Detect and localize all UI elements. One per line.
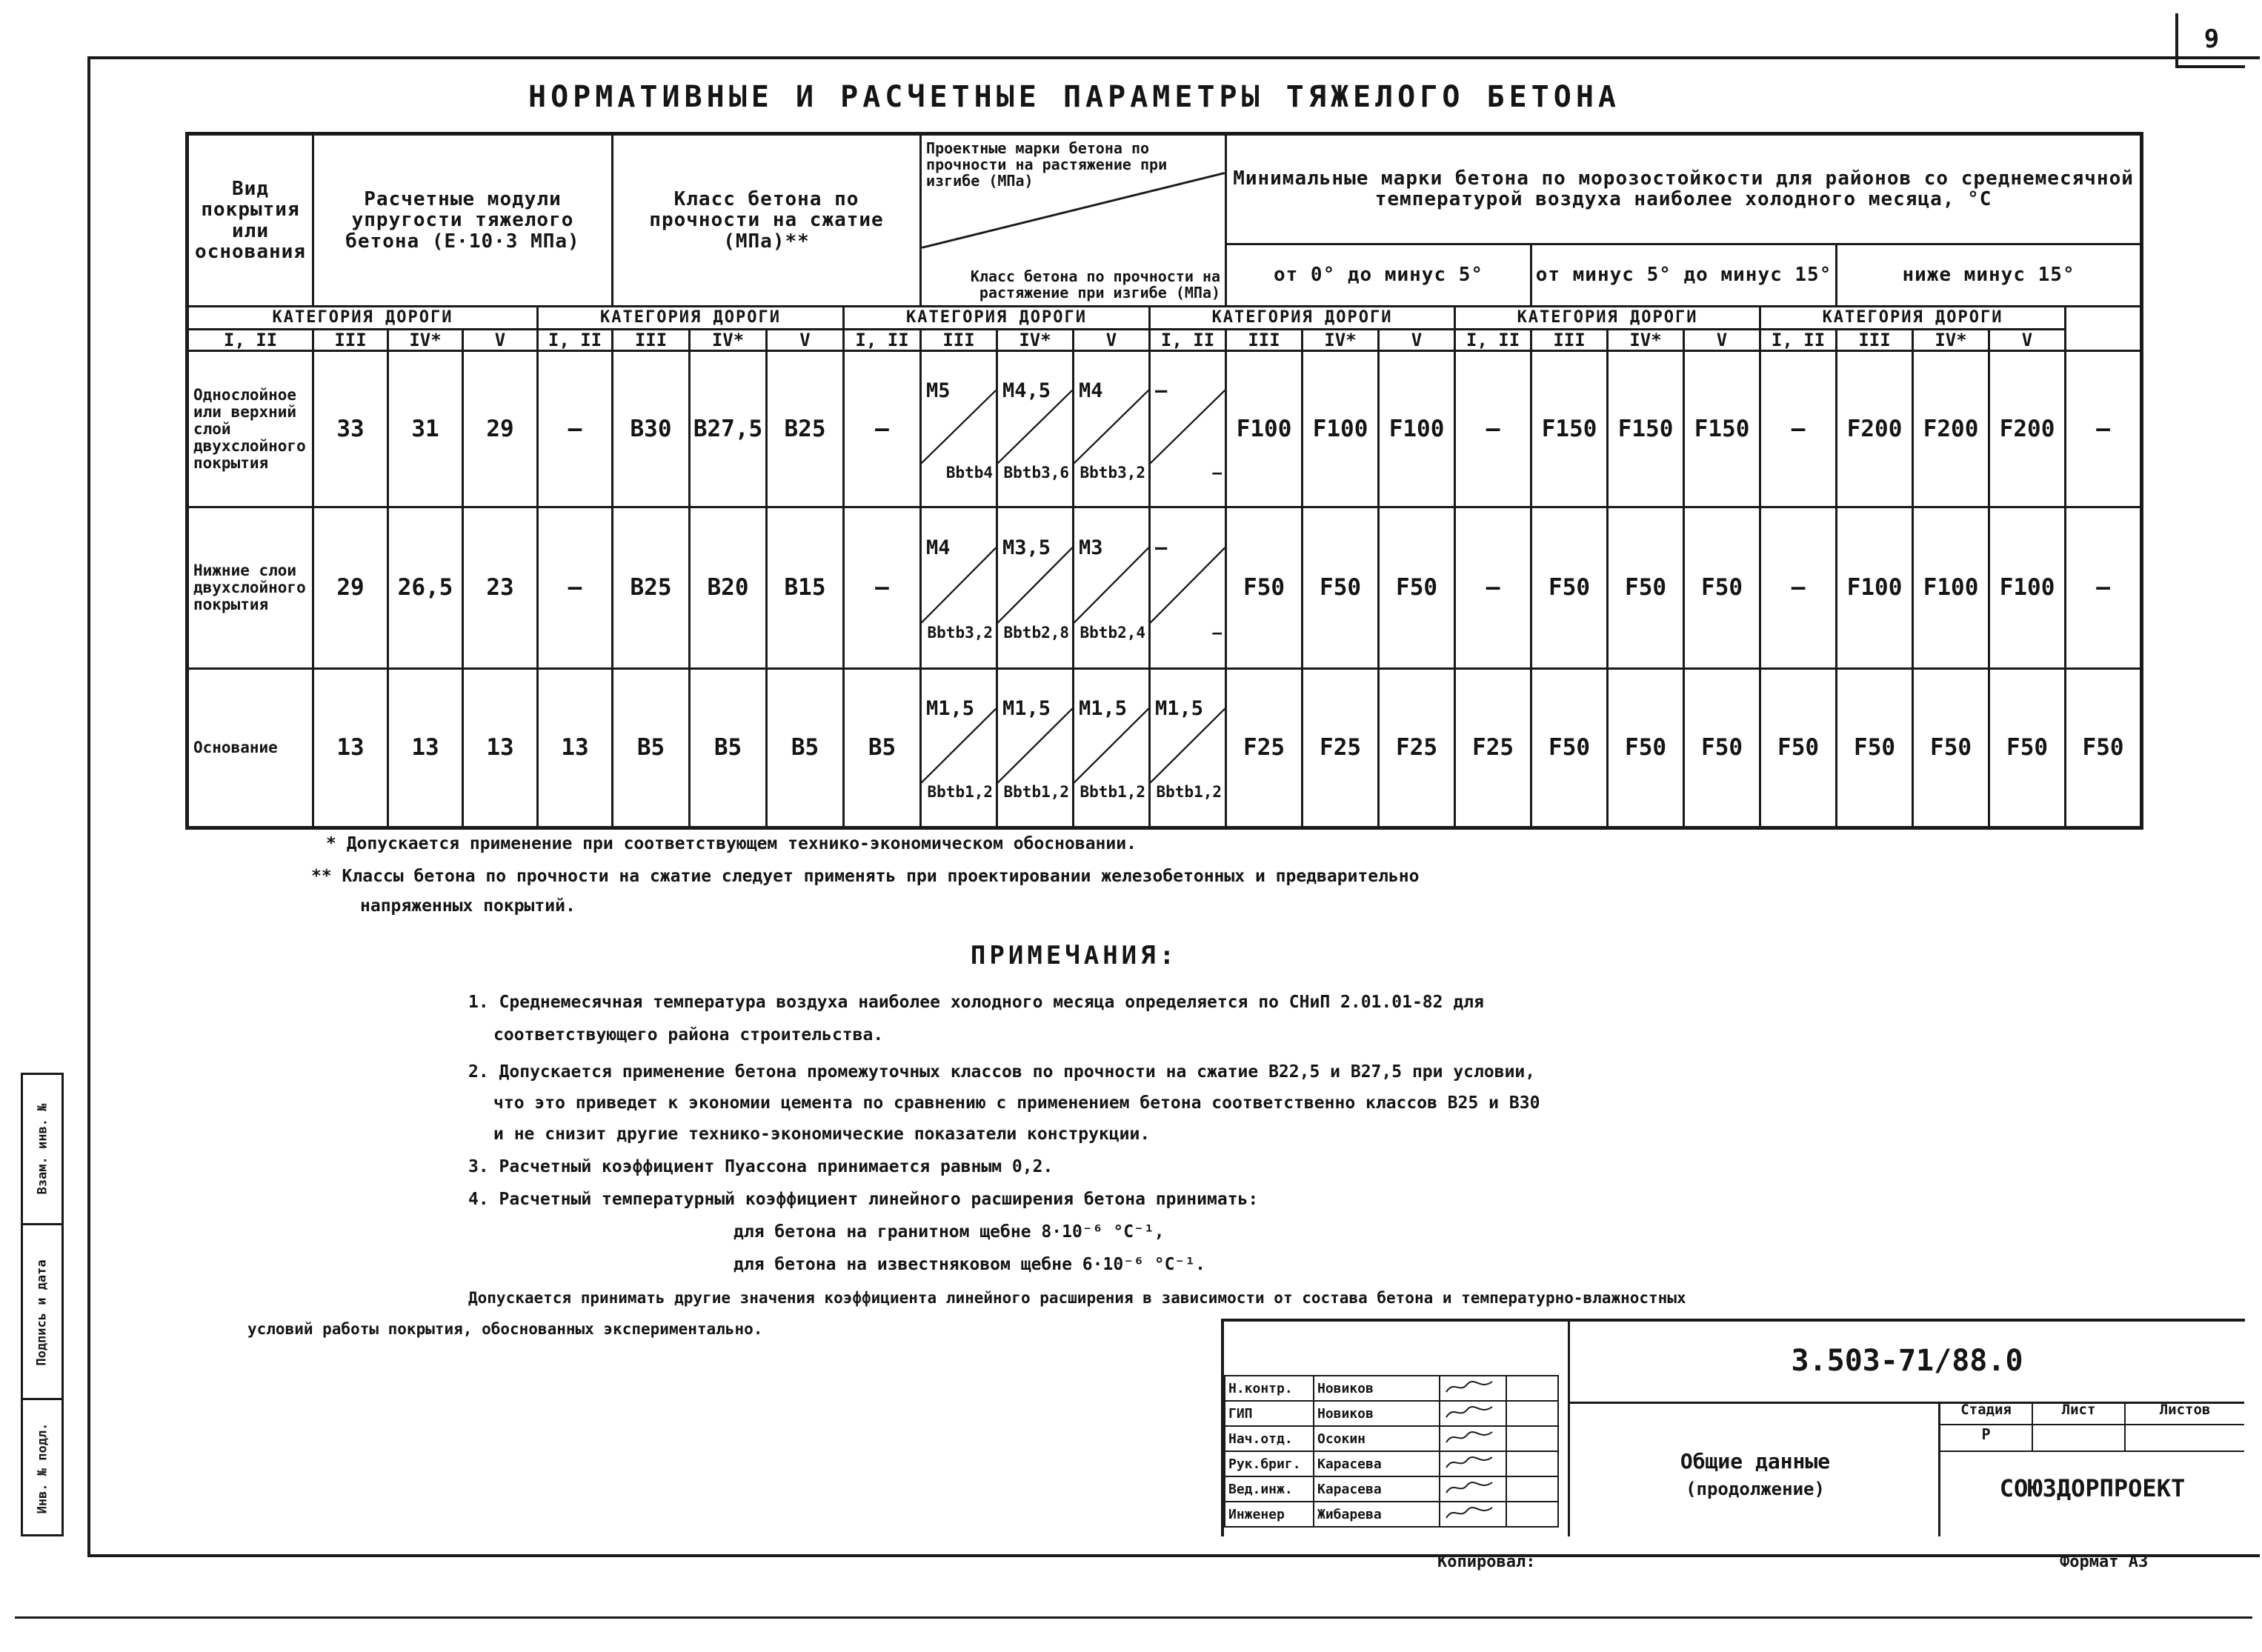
f2-cell: F150 <box>1608 351 1684 507</box>
strength-mark: М1,5 <box>1155 696 1204 720</box>
class-cell: В5 <box>767 668 844 827</box>
marks-cell <box>921 351 997 507</box>
f3-cell: F200 <box>1989 351 2066 507</box>
f3-cell: F100 <box>1913 507 1989 668</box>
f2-cell: F50 <box>1531 507 1608 668</box>
class-cell: — <box>844 507 921 668</box>
stamp-org: СОЮЗДОРПРОЕКТ <box>1999 1474 2186 1502</box>
header-frost: Минимальные марки бетона по морозостойкости для районов со среднемесячной температурой воздуха наиболее холодного месяца, °С <box>1226 134 2142 244</box>
signature-name: Осокин <box>1314 1426 1440 1451</box>
signature-role: ГИП <box>1225 1401 1314 1426</box>
marks-diagonal-line <box>922 508 996 667</box>
f3-cell: F100 <box>1837 507 1913 668</box>
category-number: I, II <box>1150 329 1226 351</box>
modulus-cell: — <box>538 351 613 507</box>
category-number: III <box>1531 329 1608 351</box>
note-1: 1. Среднемесячная температура воздуха наиболее холодного месяца определяется по СНиП 2.01.01-82 для <box>468 993 1484 1012</box>
signature-mark <box>1440 1476 1506 1502</box>
marks-cell <box>997 668 1074 827</box>
category-header: КАТЕГОРИЯ ДОРОГИ <box>844 307 1150 329</box>
header-class: Класс бетона по прочности на сжатие (МПа)** <box>613 134 921 307</box>
strength-class: Вbtb4 <box>945 463 994 482</box>
f1-cell: — <box>1455 351 1531 507</box>
f3-cell: — <box>2066 507 2142 668</box>
f3-cell: F200 <box>1913 351 1989 507</box>
side-strip <box>21 1073 64 1536</box>
note-5: Допускается принимать другие значения коэффициента линейного расширения в зависимости от состава бетона и температурно-влажностных <box>468 1289 1686 1307</box>
modulus-cell: 29 <box>463 351 538 507</box>
strength-class: Вbtb1,2 <box>1080 783 1146 802</box>
note-4-limestone: для бетона на известняковом щебне 6·10⁻⁶ °С⁻¹. <box>734 1255 1205 1274</box>
signature-name: Новиков <box>1314 1401 1440 1426</box>
header-modulus: Расчетные модули упругости тяжелого бетона (Е·10·3 МПа) <box>313 134 613 307</box>
marks-diagonal-line <box>998 670 1072 826</box>
header-marks-top: Проектные марки бетона по прочности на растяжение при изгибе (МПа) <box>926 139 1168 190</box>
modulus-cell: 23 <box>463 507 538 668</box>
concrete-parameters-table <box>185 132 2143 830</box>
marks-cell <box>997 351 1074 507</box>
f2-cell: F50 <box>1684 507 1760 668</box>
f1-cell: F25 <box>1226 668 1303 827</box>
category-number: IV* <box>1913 329 1989 351</box>
marks-diagonal-line <box>1074 670 1148 826</box>
copied-label: Копировал: <box>1437 1553 1536 1571</box>
f1-cell: — <box>1455 507 1531 668</box>
strength-class: Вbtb1,2 <box>1003 783 1070 802</box>
marks-diagonal-line <box>1151 352 1225 506</box>
class-cell: В25 <box>613 507 690 668</box>
class-cell: В5 <box>690 668 767 827</box>
category-number: III <box>613 329 690 351</box>
note-2-cont: что это приведет к экономии цемента по сравнению с применением бетона соответственно классов В25 и В30 <box>493 1093 1540 1113</box>
header-marks-bottom: Класс бетона по прочности на растяжение при изгибе (МПа) <box>970 267 1221 302</box>
strength-mark: — <box>1155 536 1168 559</box>
strength-mark: М1,5 <box>926 696 975 720</box>
category-number: V <box>1379 329 1455 351</box>
f2-cell: — <box>1760 507 1837 668</box>
f3-cell: F100 <box>1989 507 2066 668</box>
note-3: 3. Расчетный коэффициент Пуассона принимается равным 0,2. <box>468 1157 1054 1176</box>
footnote-2-cont: напряженных покрытий. <box>360 896 576 916</box>
signature-role: Н.контр. <box>1225 1376 1314 1401</box>
signature-row <box>1225 1426 1558 1451</box>
category-number: III <box>313 329 388 351</box>
marks-diagonal-line <box>1074 508 1148 667</box>
class-cell: В5 <box>613 668 690 827</box>
strength-class: Вbtb3,2 <box>927 624 994 642</box>
bottom-rule <box>15 1616 2252 1619</box>
category-number: IV* <box>1303 329 1379 351</box>
strength-class: Вbtb3,2 <box>1080 463 1146 482</box>
f1-cell: F50 <box>1379 507 1455 668</box>
stamp-doc-title-1: Общие данные <box>1680 1449 1831 1473</box>
note-2: 2. Допускается применение бетона промежуточных классов по прочности на сжатие В22,5 и В27,5 при условии, <box>468 1062 1536 1082</box>
category-number: IV* <box>1608 329 1684 351</box>
modulus-cell: 33 <box>313 351 388 507</box>
f2-cell: F50 <box>1608 507 1684 668</box>
f3-cell: — <box>2066 351 2142 507</box>
category-number: V <box>463 329 538 351</box>
signature-row <box>1225 1376 1558 1401</box>
f2-cell: — <box>1760 351 1837 507</box>
category-number: V <box>767 329 844 351</box>
row-label: Однослойное или верхний слой двухслойного покрытия <box>187 351 313 507</box>
strength-mark: М4,5 <box>1002 379 1051 402</box>
signature-name: Новиков <box>1314 1376 1440 1401</box>
category-header: КАТЕГОРИЯ ДОРОГИ <box>1150 307 1455 329</box>
notes-title: ПРИМЕЧАНИЯ: <box>970 941 1179 970</box>
strength-mark: М3 <box>1079 536 1103 559</box>
category-number: IV* <box>388 329 463 351</box>
stamp-stage: Р <box>1940 1425 2033 1451</box>
f1-cell: F25 <box>1379 668 1455 827</box>
side-cell-sign <box>23 1223 61 1400</box>
f2-cell: F150 <box>1531 351 1608 507</box>
note-2-cont2: и не снизит другие технико-экономические показатели конструкции. <box>493 1125 1151 1144</box>
header-marks <box>921 134 1226 307</box>
modulus-cell: 13 <box>538 668 613 827</box>
title-block <box>1221 1319 2245 1536</box>
row-label: Основание <box>187 668 313 827</box>
marks-cell <box>921 507 997 668</box>
strength-class: — <box>1212 624 1223 642</box>
f3-cell: F50 <box>1837 668 1913 827</box>
marks-cell <box>1150 668 1226 827</box>
side-label-sign: Подпись и дата <box>35 1259 50 1366</box>
f3-cell: F50 <box>1989 668 2066 827</box>
note-4-granite: для бетона на гранитном щебне 8·10⁻⁶ °С⁻¹, <box>734 1222 1165 1242</box>
category-number: V <box>1684 329 1760 351</box>
signature-role: Рук.бриг. <box>1225 1451 1314 1476</box>
category-number: I, II <box>1760 329 1837 351</box>
marks-cell <box>1074 351 1150 507</box>
signature-mark <box>1440 1376 1506 1401</box>
f2-cell: F150 <box>1684 351 1760 507</box>
strength-class: Вbtb2,4 <box>1080 624 1146 642</box>
category-number: V <box>1074 329 1150 351</box>
strength-mark: — <box>1155 379 1168 402</box>
f1-cell: F100 <box>1379 351 1455 507</box>
marks-cell <box>1074 507 1150 668</box>
stamp-right <box>1938 1402 2244 1536</box>
marks-cell <box>1150 351 1226 507</box>
marks-diagonal-line <box>1151 670 1225 826</box>
marks-diagonal-line <box>1074 352 1148 506</box>
strength-class: Вbtb3,6 <box>1003 463 1070 482</box>
row-label: Нижние слои двухслойного покрытия <box>187 507 313 668</box>
stamp-doc-title-2: (продолжение) <box>1686 1479 1825 1499</box>
header-type: Вид покрытия или основания <box>187 134 313 307</box>
modulus-cell: — <box>538 507 613 668</box>
stamp-code: 3.503-71/88.0 <box>1791 1344 2023 1378</box>
class-cell: В30 <box>613 351 690 507</box>
f1-cell: F25 <box>1455 668 1531 827</box>
modulus-cell: 13 <box>388 668 463 827</box>
marks-diagonal-line <box>998 508 1072 667</box>
footnote-2: ** Классы бетона по прочности на сжатие следует применять при проектировании железобетонных и предварительно <box>311 867 1420 886</box>
category-number: I, II <box>1455 329 1531 351</box>
category-number: III <box>1226 329 1303 351</box>
f1-cell: F50 <box>1226 507 1303 668</box>
side-label-orig: Инв. № подл. <box>35 1422 50 1514</box>
class-cell: — <box>844 351 921 507</box>
strength-class: Вbtb1,2 <box>1156 783 1223 802</box>
strength-mark: М4 <box>926 536 951 559</box>
category-number: I, II <box>538 329 613 351</box>
note-5-cont: условий работы покрытия, обоснованных экспериментально. <box>247 1320 763 1338</box>
category-number: I, II <box>187 329 313 351</box>
footnote-1: * Допускается применение при соответствующем технико-экономическом обосновании. <box>326 834 1137 853</box>
strength-mark: М4 <box>1079 379 1103 402</box>
header-frost-2: от минус 5° до минус 15° <box>1531 244 1837 307</box>
signature-mark <box>1440 1401 1506 1426</box>
marks-diagonal-line <box>1151 508 1225 667</box>
class-cell: В15 <box>767 507 844 668</box>
category-header: КАТЕГОРИЯ ДОРОГИ <box>1760 307 2066 329</box>
header-frost-3: ниже минус 15° <box>1837 244 2142 307</box>
page-title: НОРМАТИВНЫЕ И РАСЧЕТНЫЕ ПАРАМЕТРЫ ТЯЖЕЛОГО БЕТОНА <box>528 80 1621 114</box>
side-cell-orig <box>23 1398 61 1536</box>
marks-diagonal-line <box>922 352 996 506</box>
page-number: 9 <box>2175 13 2245 68</box>
signature-name: Карасева <box>1314 1451 1440 1476</box>
strength-mark: М5 <box>926 379 951 402</box>
class-cell: В20 <box>690 507 767 668</box>
f2-cell: F50 <box>1760 668 1837 827</box>
signature-row <box>1225 1502 1558 1527</box>
signature-row <box>1225 1401 1558 1426</box>
stamp-sheet-h: Лист <box>2033 1402 2126 1424</box>
strength-class: — <box>1212 463 1223 482</box>
note-4: 4. Расчетный температурный коэффициент линейного расширения бетона принимать: <box>468 1190 1259 1209</box>
modulus-cell: 29 <box>313 507 388 668</box>
category-number: V <box>1989 329 2066 351</box>
note-1-cont: соответствующего района строительства. <box>493 1025 884 1045</box>
side-label-inv: Взам. инв. № <box>35 1103 50 1195</box>
class-cell: В5 <box>844 668 921 827</box>
category-number: IV* <box>690 329 767 351</box>
f1-cell: F100 <box>1303 351 1379 507</box>
stamp-code-cell <box>1568 1322 2244 1404</box>
marks-cell <box>1150 507 1226 668</box>
category-header: КАТЕГОРИЯ ДОРОГИ <box>538 307 844 329</box>
signature-mark <box>1440 1426 1506 1451</box>
strength-class: Вbtb2,8 <box>1003 624 1070 642</box>
marks-cell <box>1074 668 1150 827</box>
marks-diagonal-line <box>922 670 996 826</box>
category-number: I, II <box>844 329 921 351</box>
signature-row <box>1225 1476 1558 1502</box>
signature-name: Карасева <box>1314 1476 1440 1502</box>
f2-cell: F50 <box>1608 668 1684 827</box>
category-header: КАТЕГОРИЯ ДОРОГИ <box>1455 307 1760 329</box>
modulus-cell: 13 <box>313 668 388 827</box>
header-frost-1: от 0° до минус 5° <box>1226 244 1531 307</box>
f3-cell: F50 <box>2066 668 2142 827</box>
strength-class: Вbtb1,2 <box>927 783 994 802</box>
strength-mark: М3,5 <box>1002 536 1051 559</box>
signature-role: Инженер <box>1225 1502 1314 1527</box>
f2-cell: F50 <box>1531 668 1608 827</box>
f1-cell: F50 <box>1303 507 1379 668</box>
category-header: КАТЕГОРИЯ ДОРОГИ <box>187 307 538 329</box>
class-cell: В25 <box>767 351 844 507</box>
f1-cell: F100 <box>1226 351 1303 507</box>
signature-name: Жибарева <box>1314 1502 1440 1527</box>
modulus-cell: 26,5 <box>388 507 463 668</box>
stamp-sheets-h: Листов <box>2159 1402 2211 1418</box>
strength-mark: М1,5 <box>1002 696 1051 720</box>
stamp-doc-title <box>1568 1402 1940 1536</box>
marks-diagonal-line <box>998 352 1072 506</box>
f3-cell: F200 <box>1837 351 1913 507</box>
f1-cell: F25 <box>1303 668 1379 827</box>
marks-cell <box>921 668 997 827</box>
stamp-stage-h: Стадия <box>1940 1402 2033 1424</box>
signature-mark <box>1440 1451 1506 1476</box>
f2-cell: F50 <box>1684 668 1760 827</box>
category-number: III <box>921 329 997 351</box>
strength-mark: М1,5 <box>1079 696 1128 720</box>
signature-role: Нач.отд. <box>1225 1426 1314 1451</box>
format-label: Формат А3 <box>2060 1553 2149 1571</box>
signature-row <box>1225 1451 1558 1476</box>
signature-role: Вед.инж. <box>1225 1476 1314 1502</box>
signature-mark <box>1440 1502 1506 1527</box>
category-number: III <box>1837 329 1913 351</box>
signatures-table <box>1224 1375 1559 1528</box>
side-cell-inv <box>23 1075 61 1223</box>
f3-cell: F50 <box>1913 668 1989 827</box>
class-cell: В27,5 <box>690 351 767 507</box>
category-number: IV* <box>997 329 1074 351</box>
marks-cell <box>997 507 1074 668</box>
modulus-cell: 31 <box>388 351 463 507</box>
modulus-cell: 13 <box>463 668 538 827</box>
